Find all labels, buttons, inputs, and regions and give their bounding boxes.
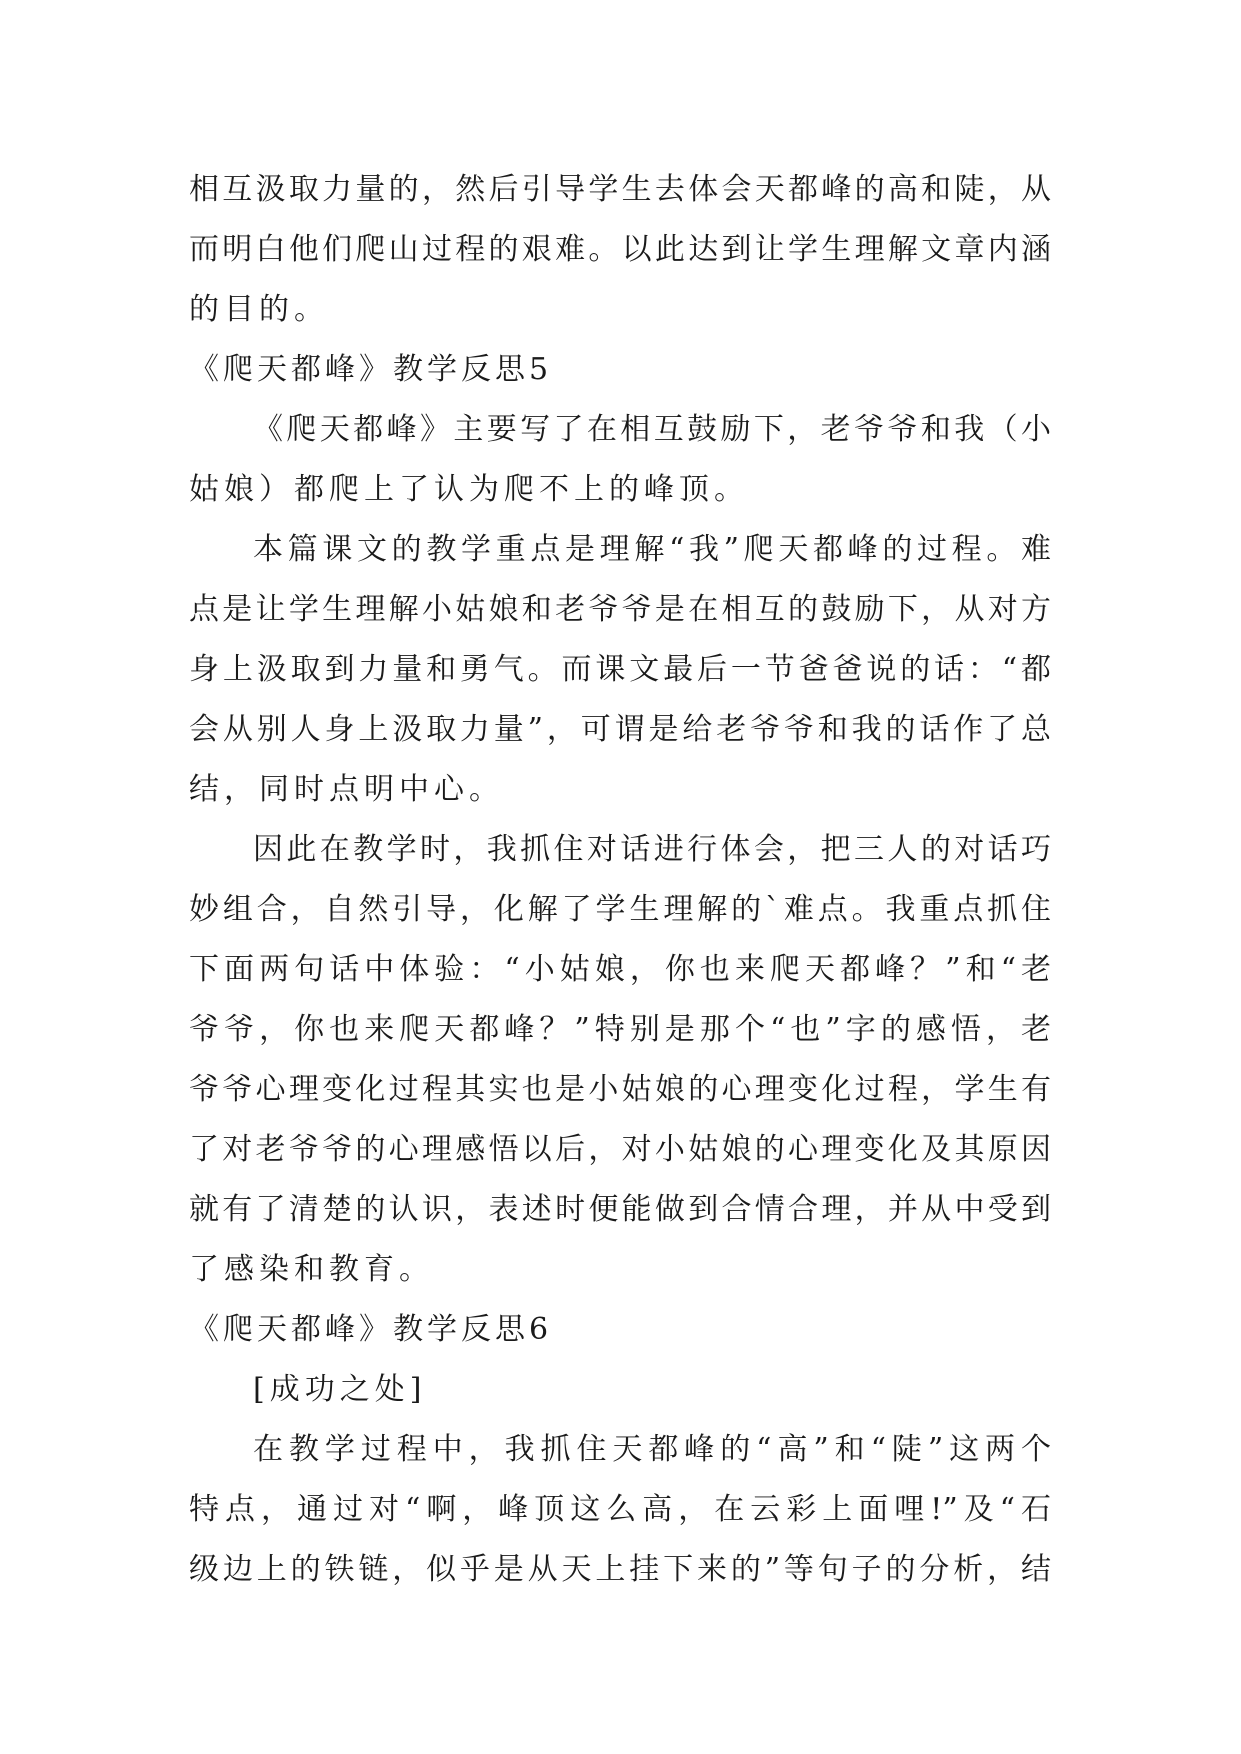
- text-line: 身上汲取到力量和勇气。而课文最后一节爸爸说的话：“都: [189, 652, 1051, 687]
- document-body: [189, 160, 1051, 1600]
- text-line: 姑娘）都爬上了认为爬不上的峰顶。: [189, 472, 749, 507]
- text-line: 了感染和教育。: [189, 1252, 434, 1287]
- paragraph-intro-continuation: [189, 160, 1051, 340]
- text-line: 点是让学生理解小姑娘和老爷爷是在相互的鼓励下，从对方: [189, 592, 1051, 627]
- paragraph-teaching-focus: [189, 520, 1051, 820]
- section-heading-6: 《爬天都峰》教学反思6: [189, 1312, 553, 1347]
- text-line: 会从别人身上汲取力量”，可谓是给老爷爷和我的话作了总: [189, 712, 1051, 747]
- text-line: [成功之处]: [253, 1372, 427, 1407]
- paragraph-summary: [189, 400, 1051, 520]
- text-line: 结，同时点明中心。: [189, 772, 504, 807]
- text-line: 因此在教学时，我抓住对话进行体会，把三人的对话巧: [253, 832, 1051, 867]
- text-line: 级边上的铁链，似乎是从天上挂下来的”等句子的分析，结: [189, 1552, 1051, 1587]
- section-heading-5: 《爬天都峰》教学反思5: [189, 352, 553, 387]
- text-line: 下面两句话中体验：“小姑娘，你也来爬天都峰？”和“老: [189, 952, 1051, 987]
- text-line: 相互汲取力量的，然后引导学生去体会天都峰的高和陡，从: [189, 172, 1051, 207]
- text-line: 本篇课文的教学重点是理解“我”爬天都峰的过程。难: [253, 532, 1051, 567]
- text-line: 了对老爷爷的心理感悟以后，对小姑娘的心理变化及其原因: [189, 1132, 1051, 1167]
- text-line: 爷爷心理变化过程其实也是小姑娘的心理变化过程，学生有: [189, 1072, 1051, 1107]
- text-line: 《爬天都峰》主要写了在相互鼓励下，老爷爷和我（小: [253, 412, 1051, 447]
- text-line: 爷爷，你也来爬天都峰？”特别是那个“也”字的感悟，老: [189, 1012, 1051, 1047]
- paragraph-teaching-method: [189, 820, 1051, 1300]
- text-line: 就有了清楚的认识，表述时便能做到合情合理，并从中受到: [189, 1192, 1051, 1227]
- text-line: 而明白他们爬山过程的艰难。以此达到让学生理解文章内涵: [189, 232, 1051, 267]
- text-line: 特点，通过对“啊，峰顶这么高，在云彩上面哩!”及“石: [189, 1492, 1051, 1527]
- text-line: 在教学过程中，我抓住天都峰的“高”和“陡”这两个: [253, 1432, 1051, 1467]
- text-line: 的目的。: [189, 292, 329, 327]
- text-line: 妙组合，自然引导，化解了学生理解的`难点。我重点抓住: [189, 892, 1051, 927]
- paragraph-success-detail: [189, 1420, 1051, 1600]
- paragraph-success-label: [189, 1360, 1051, 1420]
